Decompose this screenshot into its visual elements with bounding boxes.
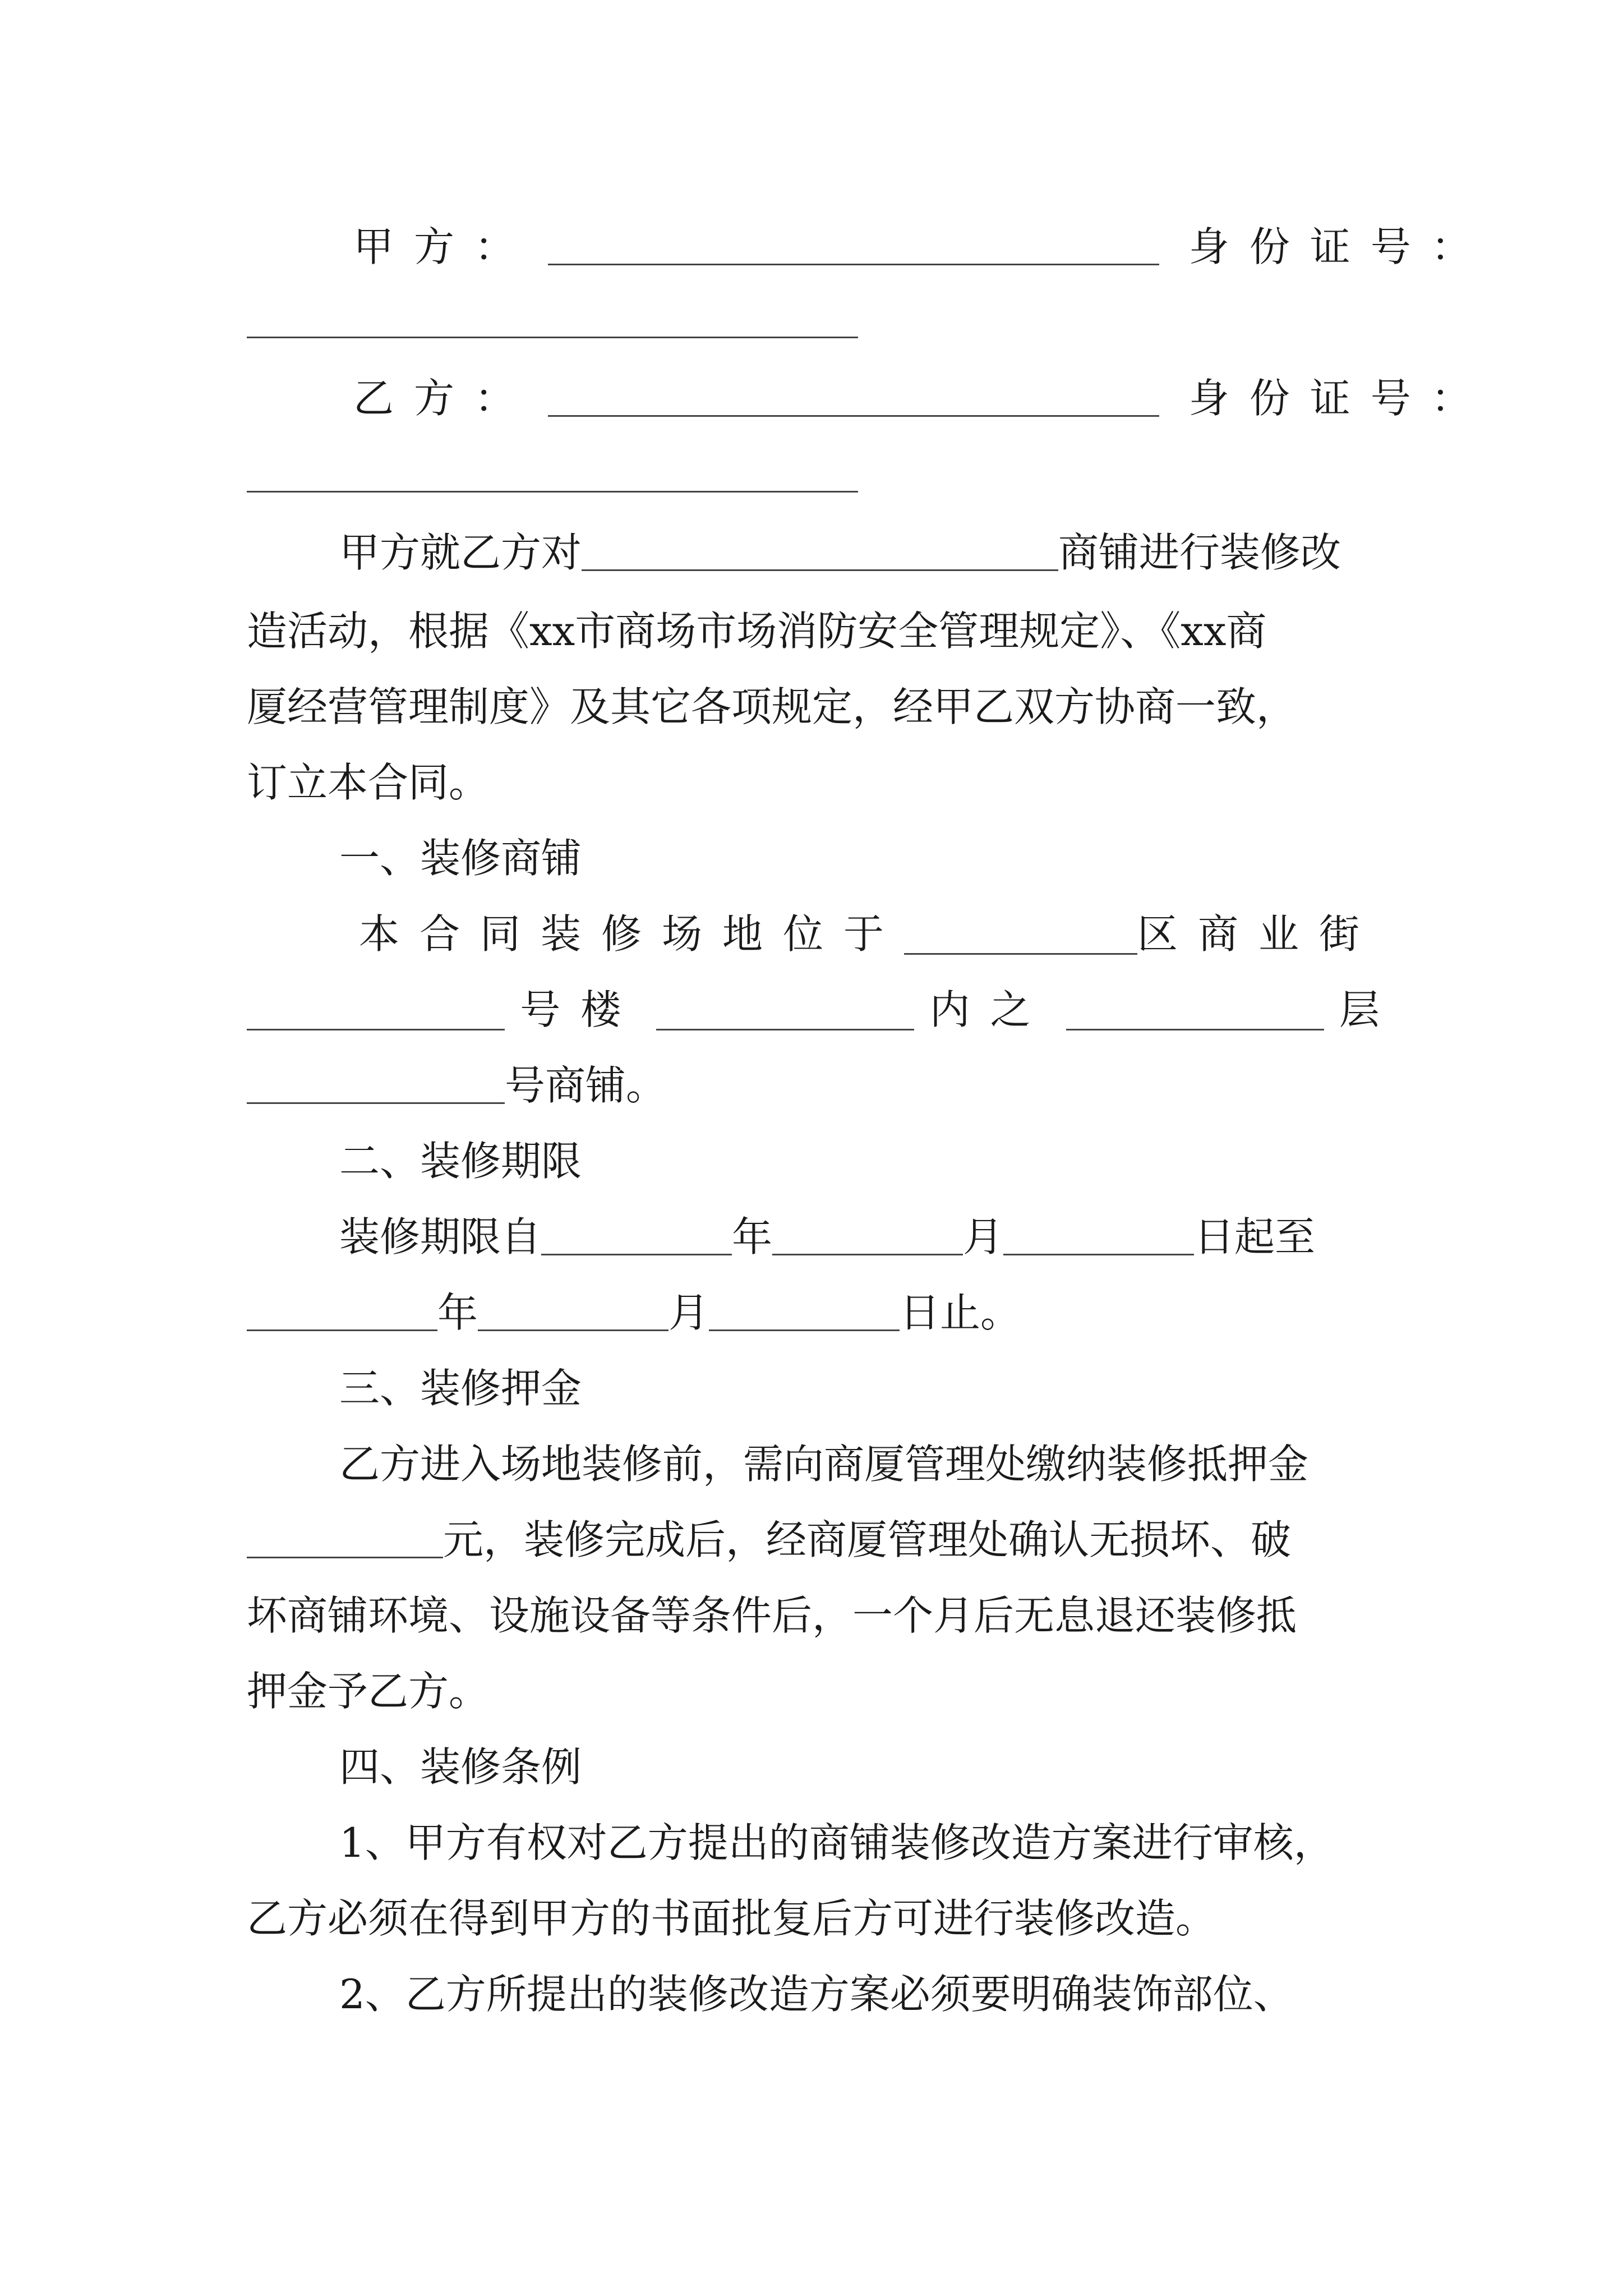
heading-text: 三、装修押金 (339, 1365, 582, 1412)
location-text: 层 (1339, 986, 1380, 1033)
shop-number-blank[interactable] (247, 1063, 505, 1104)
intro-line-3 (247, 679, 1297, 735)
section-4-item-1-line-1 (339, 1815, 1334, 1871)
deposit-text: 坏商铺环境、设施设备等条件后，一个月后无息退还装修抵 (247, 1592, 1297, 1639)
period-text: 月 (668, 1289, 709, 1336)
location-text: 号楼 (520, 986, 642, 1033)
party-b-id-blank[interactable] (247, 491, 858, 493)
intro-text: 甲方就乙方对 (339, 529, 582, 576)
period-text: 年 (732, 1213, 773, 1260)
start-day-blank[interactable] (1003, 1214, 1194, 1255)
end-year-blank[interactable] (247, 1290, 437, 1331)
location-text: 本合同装修场地位于 (359, 910, 905, 958)
party-a-id-label: 身份证号： (1188, 223, 1492, 270)
party-b-id-label: 身份证号： (1188, 375, 1492, 422)
deposit-text: 押金予乙方。 (247, 1668, 490, 1715)
party-b-label: 乙方： (353, 375, 536, 422)
clause-text: 乙方必须在得到甲方的书面批复后方可进行装修改造。 (247, 1895, 1216, 1942)
section-2-line-2 (247, 1285, 1021, 1341)
party-b-name-blank[interactable] (548, 376, 1159, 417)
heading-text: 二、装修期限 (339, 1138, 582, 1185)
heading-text: 四、装修条例 (339, 1743, 582, 1791)
floor-blank[interactable] (1066, 990, 1324, 1030)
section-4-item-1-line-2 (247, 1890, 1216, 1947)
section-2-heading (339, 1133, 582, 1189)
section-4-item-2-line-1 (339, 1966, 1294, 2022)
location-text: 内之 (929, 986, 1051, 1033)
section-1-heading (339, 830, 582, 886)
section-3-line-2 (247, 1512, 1291, 1568)
start-month-blank[interactable] (772, 1214, 963, 1255)
period-text: 日起至 (1194, 1213, 1316, 1260)
section-1-line-1 (359, 906, 1380, 962)
building-blank[interactable] (656, 990, 914, 1030)
clause-text: 2、乙方所提出的装修改造方案必须要明确装饰部位、 (339, 1971, 1294, 2018)
party-a-label: 甲方： (353, 223, 536, 270)
district-blank[interactable] (904, 914, 1137, 955)
party-a-line (353, 219, 1492, 275)
street-blank[interactable] (247, 990, 505, 1030)
period-text: 装修期限自 (339, 1213, 542, 1260)
section-1-line-2 (247, 982, 1380, 1038)
section-1-line-3 (247, 1057, 666, 1114)
intro-text: 订立本合同。 (247, 759, 490, 806)
intro-text: 厦经营管理制度》及其它各项规定，经甲乙双方协商一致， (247, 683, 1297, 730)
end-day-blank[interactable] (709, 1290, 900, 1331)
intro-text: 商铺进行装修改 (1058, 529, 1341, 576)
deposit-text: 乙方进入场地装修前，需向商厦管理处缴纳装修抵押金 (339, 1441, 1309, 1488)
location-text: 号商铺。 (505, 1062, 667, 1109)
shop-name-blank[interactable] (582, 530, 1058, 571)
period-text: 年 (437, 1289, 478, 1336)
section-3-line-1 (339, 1436, 1308, 1492)
section-2-line-1 (339, 1209, 1315, 1265)
section-3-line-3 (247, 1588, 1297, 1644)
party-a-name-blank[interactable] (548, 224, 1159, 265)
intro-text: 造活动，根据《xx市商场市场消防安全管理规定》、《xx商 (247, 608, 1267, 655)
intro-line-4 (247, 754, 489, 811)
section-3-line-4 (247, 1663, 489, 1719)
party-a-id-blank[interactable] (247, 337, 858, 338)
intro-line-1 (339, 524, 1341, 581)
start-year-blank[interactable] (541, 1214, 732, 1255)
section-3-heading (339, 1360, 582, 1416)
heading-text: 一、装修商铺 (339, 835, 582, 882)
period-text: 日止。 (900, 1289, 1021, 1336)
end-month-blank[interactable] (478, 1290, 668, 1331)
period-text: 月 (963, 1213, 1004, 1260)
clause-text: 1、甲方有权对乙方提出的商铺装修改造方案进行审核， (339, 1819, 1334, 1866)
deposit-amount-blank[interactable] (247, 1517, 443, 1558)
intro-line-2 (247, 603, 1266, 659)
party-b-line (353, 370, 1492, 426)
location-text: 区商业街 (1137, 910, 1380, 958)
section-4-heading (339, 1739, 582, 1795)
deposit-text: 元，装修完成后，经商厦管理处确认无损坏、破 (443, 1516, 1292, 1563)
